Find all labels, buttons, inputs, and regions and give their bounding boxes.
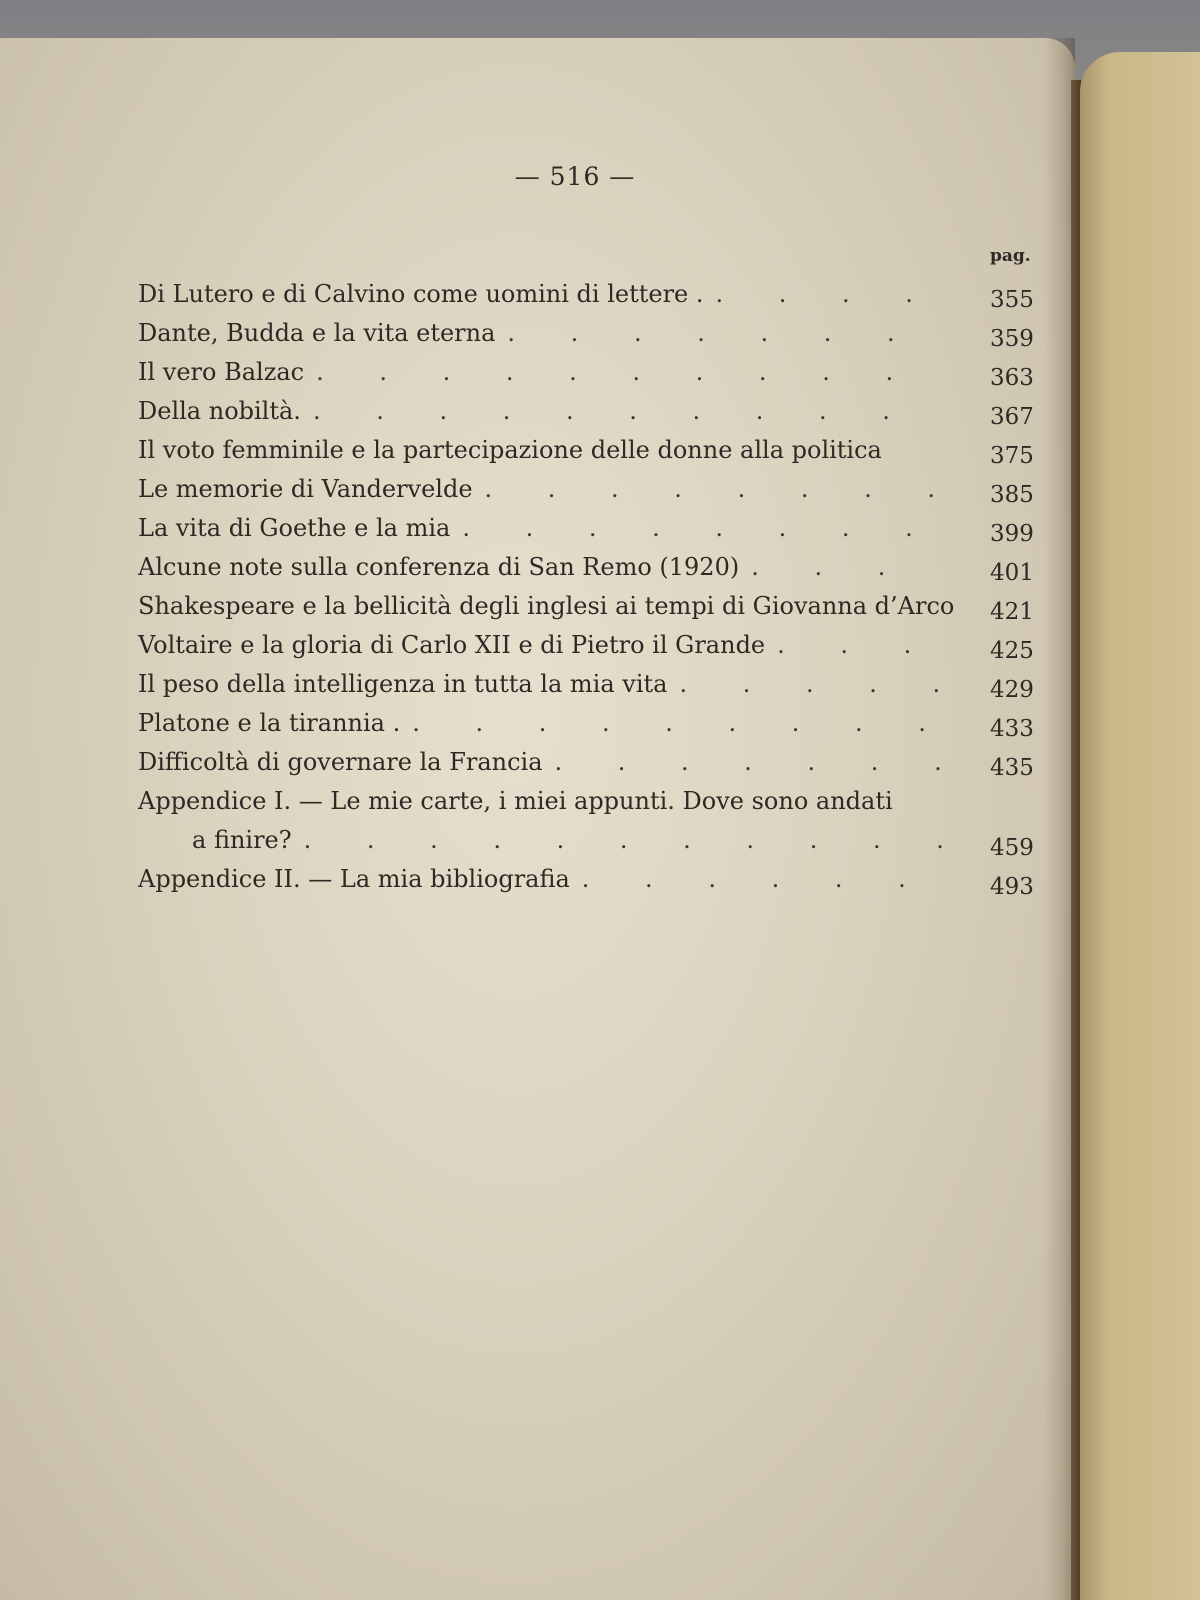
toc-entry — [138, 276, 943, 312]
dot-leader — [777, 627, 943, 663]
toc-entry-title: Di Lutero e di Calvino come uomini di lettere . — [138, 280, 704, 308]
toc-entry-title: Le memorie di Vandervelde — [138, 475, 473, 503]
running-head-page-number: — 516 — — [514, 162, 636, 191]
toc-entry — [138, 783, 943, 819]
toc-entry-page: 429 — [990, 677, 1034, 703]
toc-entry — [138, 315, 943, 351]
dot-leader — [582, 861, 943, 897]
dot-leader — [751, 549, 943, 585]
toc-entry-title-continuation: a finire? — [192, 826, 292, 854]
toc-entry — [138, 744, 943, 780]
toc-entry — [138, 471, 943, 507]
toc-entry-page: 359 — [990, 326, 1034, 352]
toc-entry — [138, 549, 943, 585]
toc-entry-title: La vita di Goethe e la mia — [138, 514, 451, 542]
toc-entry-title: Alcune note sulla conferenza di San Remo (1920) — [138, 553, 740, 581]
toc-entry — [138, 588, 955, 624]
toc-entry-title: Dante, Budda e la vita eterna — [138, 319, 496, 347]
toc-entry-title: Il voto femminile e la partecipazione delle donne alla politica — [138, 436, 882, 464]
dot-leader — [462, 510, 943, 546]
dot-leader — [485, 471, 943, 507]
toc-entry-title: Voltaire e la gloria di Carlo XII e di Pietro il Grande — [138, 631, 766, 659]
toc-entry — [138, 432, 943, 468]
dot-leader — [313, 393, 943, 429]
toc-entry-page: 433 — [990, 716, 1034, 742]
toc-entry-page: 435 — [990, 755, 1034, 781]
toc-entry — [138, 705, 943, 741]
toc-entry-continuation — [192, 822, 943, 858]
dot-leader — [412, 705, 943, 741]
dot-leader — [716, 276, 943, 312]
toc-entry — [138, 393, 943, 429]
dot-leader — [507, 315, 943, 351]
toc-entry — [138, 861, 943, 897]
dot-leader — [316, 354, 943, 390]
toc-entry-title: Platone e la tirannia . — [138, 709, 401, 737]
toc-entry — [138, 510, 943, 546]
toc-entry-page: 401 — [990, 560, 1034, 586]
toc-entry-page: 399 — [990, 521, 1034, 547]
dot-leader — [304, 822, 943, 858]
toc-entry-page: 363 — [990, 365, 1034, 391]
toc-entry-title: Difficoltà di governare la Francia — [138, 748, 543, 776]
toc-entry-page: 375 — [990, 443, 1034, 469]
toc-entry-page: 493 — [990, 874, 1034, 900]
toc-entry-page: 425 — [990, 638, 1034, 664]
toc-entry — [138, 666, 943, 702]
pag-column-label: pag. — [990, 246, 1031, 266]
dot-leader — [679, 666, 943, 702]
toc-entry-title: Shakespeare e la bellicità degli inglesi ai tempi di Giovanna d’Arco — [138, 592, 955, 620]
toc-entry-page: 421 — [990, 599, 1034, 625]
toc-entry-page: 355 — [990, 287, 1034, 313]
toc-entry-title: Il vero Balzac — [138, 358, 305, 386]
toc-entry — [138, 354, 943, 390]
toc-entry-title: Il peso della intelligenza in tutta la mia vita — [138, 670, 668, 698]
toc-entry-title: Appendice II. — La mia bibliografia — [138, 865, 570, 893]
dot-leader — [555, 744, 943, 780]
toc-entry-page: 367 — [990, 404, 1034, 430]
toc-entry-page: 459 — [990, 835, 1034, 861]
toc-entry-page: 385 — [990, 482, 1034, 508]
toc-entry-title: Appendice I. — Le mie carte, i miei appunti. Dove sono andati — [138, 787, 893, 815]
toc-entry — [138, 627, 943, 663]
toc-entry-title: Della nobiltà. — [138, 397, 301, 425]
